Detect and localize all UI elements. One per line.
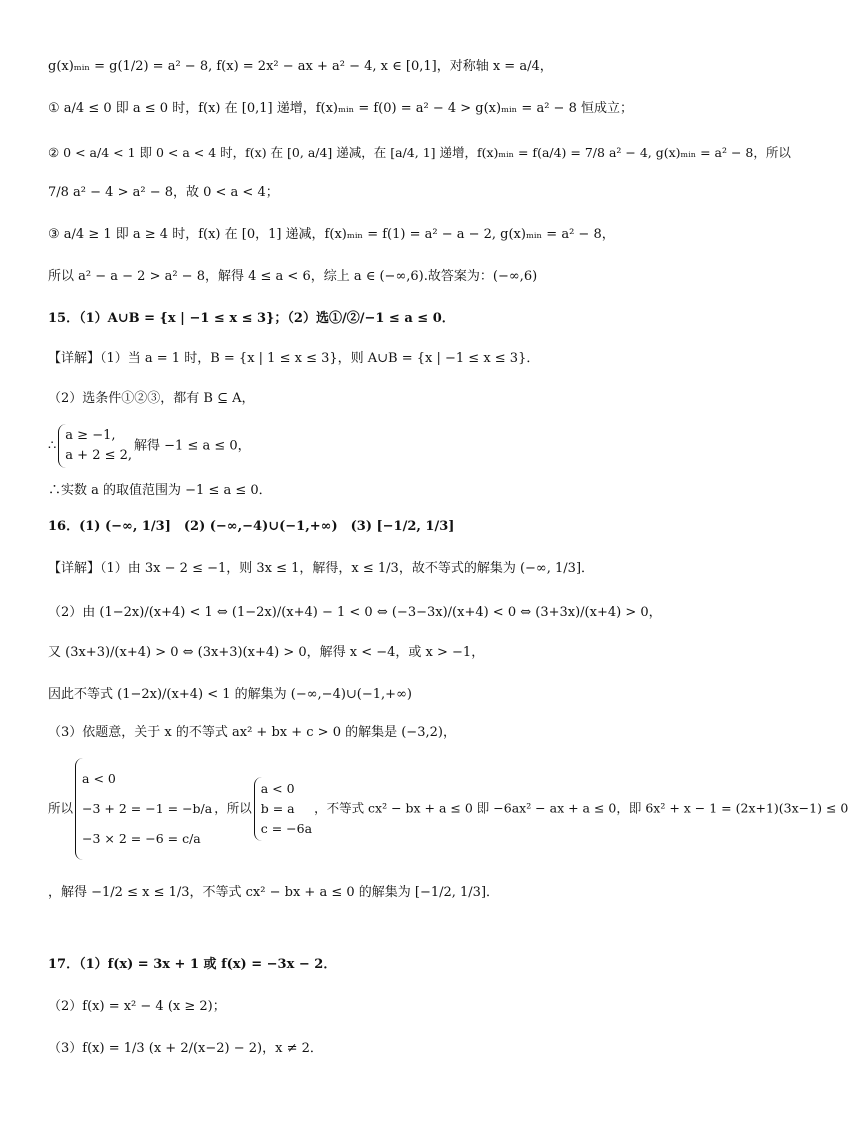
system-15 [48,424,251,468]
answer-15: 15．（1）A∪B = {x | −1 ≤ x ≤ 3}；（2）选①/②/−1 ≤ a ≤ 0． [48,311,455,326]
system-prefix: 所以 [48,800,74,816]
brace-system-left [75,758,212,860]
answer-17-1: 17．（1）f(x) = 3x + 1 或 f(x) = −3x − 2． [48,957,337,972]
case-3-line: ③ a/4 ≥ 1 即 a ≥ 4 时，f(x) 在 [0，1] 递减，f(x)ₘᵢₙ = f(1) = a² − a − 2, g(x)ₘᵢₙ = a² − 8， [48,227,615,242]
case-2-conclusion: 7/8 a² − 4 > a² − 8，故 0 < a < 4； [48,185,279,200]
system-row: −3 + 2 = −1 = −b/a [82,801,213,816]
detail-15-1: 【详解】（1）当 a = 1 时，B = {x | 1 ≤ x ≤ 3}，则 A∪B = {x | −1 ≤ x ≤ 3}． [48,351,540,366]
case-1-line: ① a/4 ≤ 0 即 a ≤ 0 时，f(x) 在 [0,1] 递增，f(x)ₘᵢₙ = f(0) = a² − 4 > g(x)ₘᵢₙ = a² − 8 恒成立； [48,101,633,116]
detail-16-2: （2）由 (1−2x)/(x+4) < 1 ⇔ (1−2x)/(x+4) − 1 < 0 ⇔ (−3−3x)/(x+4) < 0 ⇔ (3+3x)/(x+4) > 0， [48,605,662,620]
brace-system-right [254,777,312,841]
system-row: c = −6a [260,821,313,836]
system-middle: ，所以 [214,800,252,816]
system-row: a + 2 ≤ 2, [65,448,133,463]
system-row: a < 0 [260,781,295,796]
therefore-symbol: ∴ [48,438,57,454]
case-2-line: ② 0 < a/4 < 1 即 0 < a < 4 时，f(x) 在 [0, a/4] 递减，在 [a/4, 1] 递增，f(x)ₘᵢₙ = f(a/4) = 7/8 a² − 4, g(x)ₘᵢₙ = a² − 8，所以 [48,145,791,160]
detail-16-2b: 又 (3x+3)/(x+4) > 0 ⇔ (3x+3)(x+4) > 0，解得 x < −4，或 x > −1， [48,645,485,660]
range-15: ∴实数 a 的取值范围为 −1 ≤ a ≤ 0． [48,483,272,498]
answer-16: 16．(1) (−∞, 1/3] (2) (−∞,−4)∪(−1,+∞) (3) [−1/2, 1/3] [48,519,455,534]
system-row: b = a [260,801,295,816]
detail-16-1: 【详解】（1）由 3x − 2 ≤ −1，则 3x ≤ 1，解得，x ≤ 1/3，故不等式的解集为 (−∞, 1/3]． [48,561,595,576]
detail-16-3: （3）依题意，关于 x 的不等式 ax² + bx + c > 0 的解集是 (−3,2)， [48,725,456,740]
system-16 [48,758,848,860]
detail-16-2c: 因此不等式 (1−2x)/(x+4) < 1 的解集为 (−∞,−4)∪(−1,+∞) [48,687,412,702]
system-result: 解得 −1 ≤ a ≤ 0， [134,438,251,454]
system-row: a ≥ −1, [65,428,116,443]
brace-system [58,424,132,468]
system-tail: ，不等式 cx² − bx + a ≤ 0 即 −6ax² − ax + a ≤ 0，即 6x² + x − 1 = (2x+1)(3x−1) ≤ 0 [314,800,848,816]
text-line-1: g(x)ₘᵢₙ = g(1/2) = a² − 8, f(x) = 2x² − ax + a² − 4, x ∈ [0,1]，对称轴 x = a/4， [48,59,553,74]
system-row: a < 0 [82,771,116,786]
system-row: −3 × 2 = −6 = c/a [82,831,201,846]
answer-17-2: （2）f(x) = x² − 4 (x ≥ 2)； [48,999,226,1014]
answer-17-3: （3）f(x) = 1/3 (x + 2/(x−2) − 2)，x ≠ 2． [48,1041,323,1056]
detail-16-3-result: ，解得 −1/2 ≤ x ≤ 1/3，不等式 cx² − bx + a ≤ 0 的解集为 [−1/2, 1/3]． [48,885,500,900]
summary-line: 所以 a² − a − 2 > a² − 8，解得 4 ≤ a < 6，综上 a ∈ (−∞,6).故答案为：(−∞,6) [48,269,538,284]
detail-15-2: （2）选条件①②③，都有 B ⊆ A， [48,391,255,406]
